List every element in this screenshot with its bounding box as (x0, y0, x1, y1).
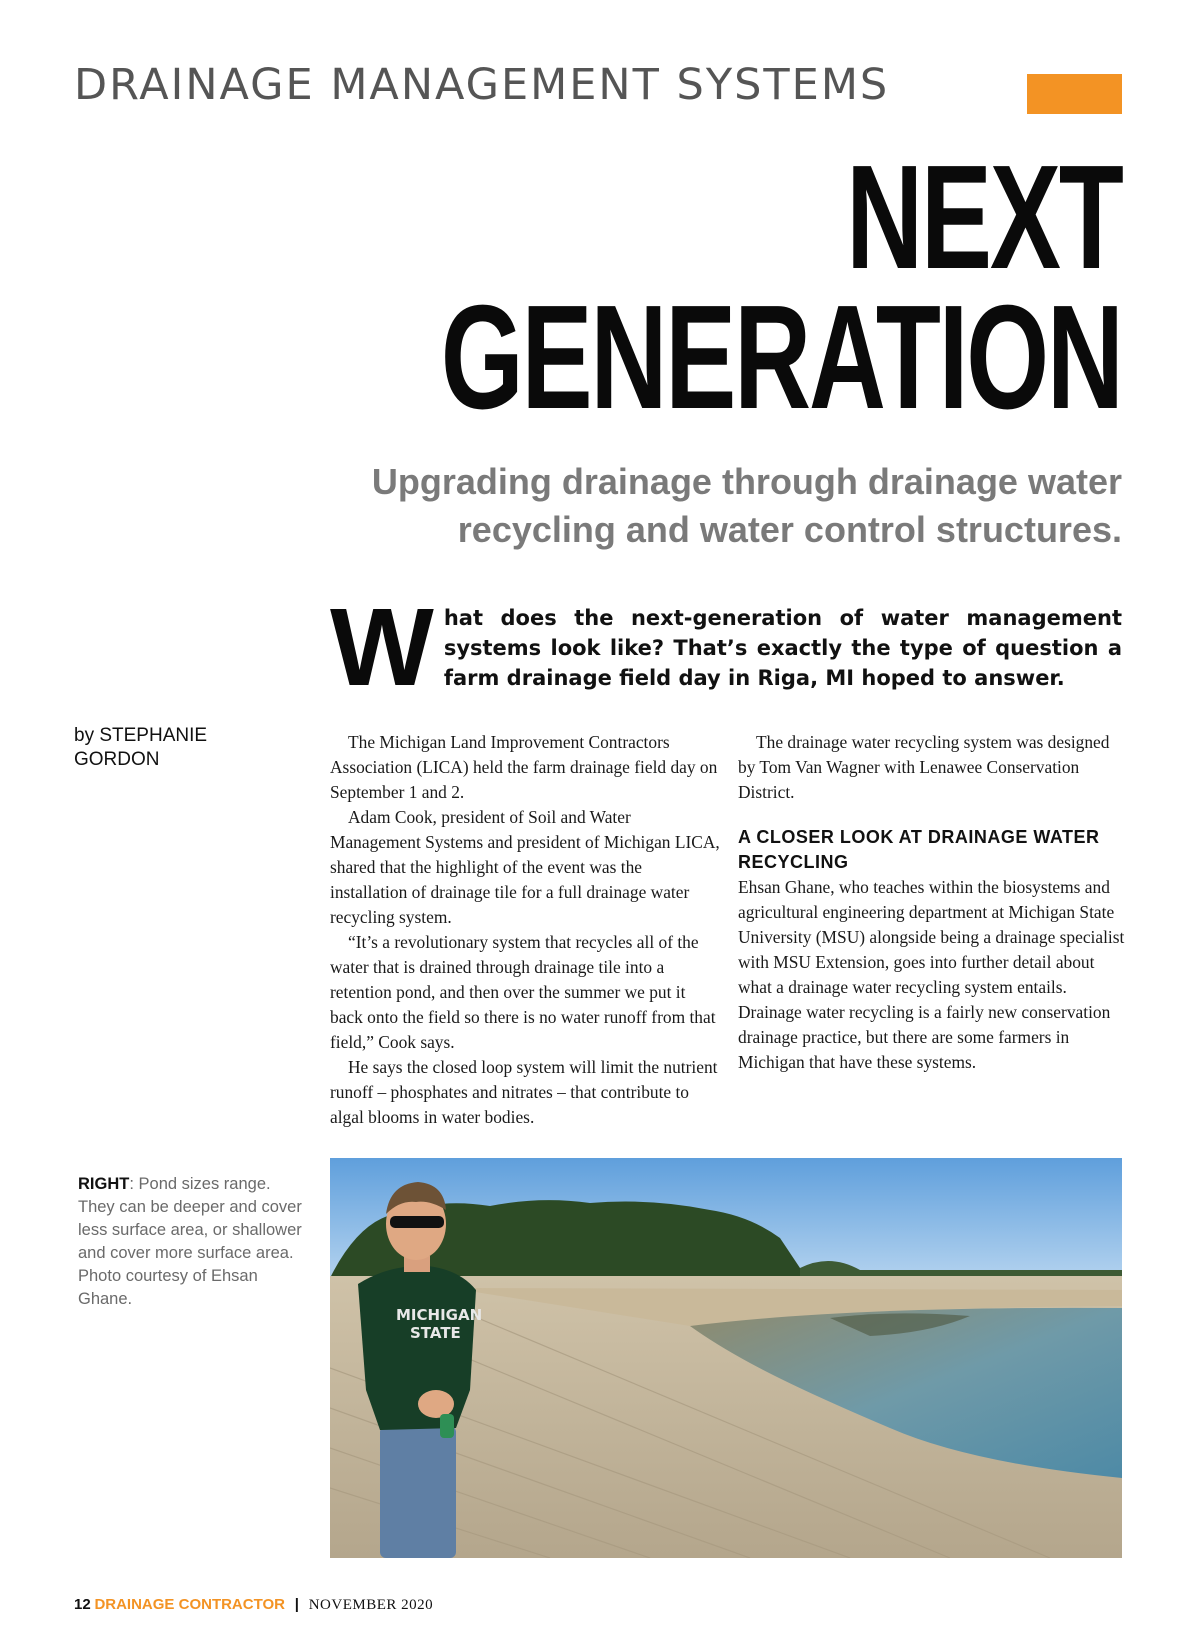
paragraph: He says the closed loop system will limit the nutrient runoff – phosphates and nitrates – that contribute to algal blooms in water bodies. (330, 1057, 718, 1127)
section-heading: A CLOSER LOOK AT DRAINAGE WATER RECYCLING (738, 827, 1100, 872)
footer-separator: | (294, 1596, 299, 1613)
water-bottle (440, 1414, 454, 1438)
magazine-name: DRAINAGE CONTRACTOR (94, 1596, 285, 1613)
paragraph: Ehsan Ghane, who teaches within the biosystems and agricultural engineering department at Michigan State University (MSU) alongside being a drainage specialist with MSU Extension, goes into further detail about what a drainage water recycling system entails. Drainage water recycling is a fairly new conservation drainage practice, but there are some farmers in Michigan that have these systems. (738, 877, 1125, 1072)
headline-line-2: GENERATION (441, 275, 1122, 440)
headline-line-1: NEXT (846, 135, 1122, 300)
article-column-2 (738, 730, 1130, 1075)
person-hands (418, 1390, 454, 1418)
section-accent-block (1027, 74, 1122, 114)
shirt-text-line-2: STATE (410, 1324, 461, 1342)
page-footer (74, 1595, 433, 1615)
caption-text: : Pond sizes range. They can be deeper and cover less surface area, or shallower and cover more surface area. Photo courtesy of Ehsan Ghane. (78, 1175, 302, 1308)
byline-author: STEPHANIE GORDON (74, 725, 208, 770)
intro-paragraph (330, 586, 1122, 709)
sunglasses (390, 1216, 444, 1228)
drop-cap: W (330, 586, 434, 709)
caption-label: RIGHT (78, 1175, 130, 1193)
paragraph: The drainage water recycling system was designed by Tom Van Wagner with Lenawee Conservation District. (738, 732, 1110, 802)
shirt-text-line-1: MICHIGAN (396, 1306, 483, 1324)
pond-photo-illustration (330, 1158, 1122, 1558)
person-jeans (380, 1426, 456, 1558)
byline-prefix: by (74, 725, 95, 746)
pond-photo (330, 1158, 1122, 1558)
subheadline: Upgrading drainage through drainage water recycling and water control structures. (371, 461, 1122, 550)
paragraph: The Michigan Land Improvement Contractors Association (LICA) held the farm drainage field day on September 1 and 2. (330, 732, 718, 802)
intro-text: hat does the next-generation of water management systems look like? That’s exactly the type of question a farm drainage field day in Riga, MI hoped to answer. (443, 606, 1122, 690)
photo-caption (78, 1173, 303, 1311)
paragraph: Adam Cook, president of Soil and Water Management Systems and president of Michigan LICA, shared that the highlight of the event was the installation of drainage tile for a full drainage water recycling system. (330, 807, 720, 927)
page-number: 12 (74, 1596, 91, 1613)
headline (176, 135, 1122, 440)
byline (74, 724, 254, 772)
article-column-1 (330, 730, 722, 1130)
section-title: DRAINAGE MANAGEMENT SYSTEMS (74, 60, 890, 110)
paragraph: “It’s a revolutionary system that recycles all of the water that is drained through drainage tile into a retention pond, and then over the summer we put it back onto the field so there is no water runoff from that field,” Cook says. (330, 932, 716, 1052)
person-shirt (358, 1266, 476, 1430)
issue-date: NOVEMBER 2020 (308, 1597, 434, 1613)
